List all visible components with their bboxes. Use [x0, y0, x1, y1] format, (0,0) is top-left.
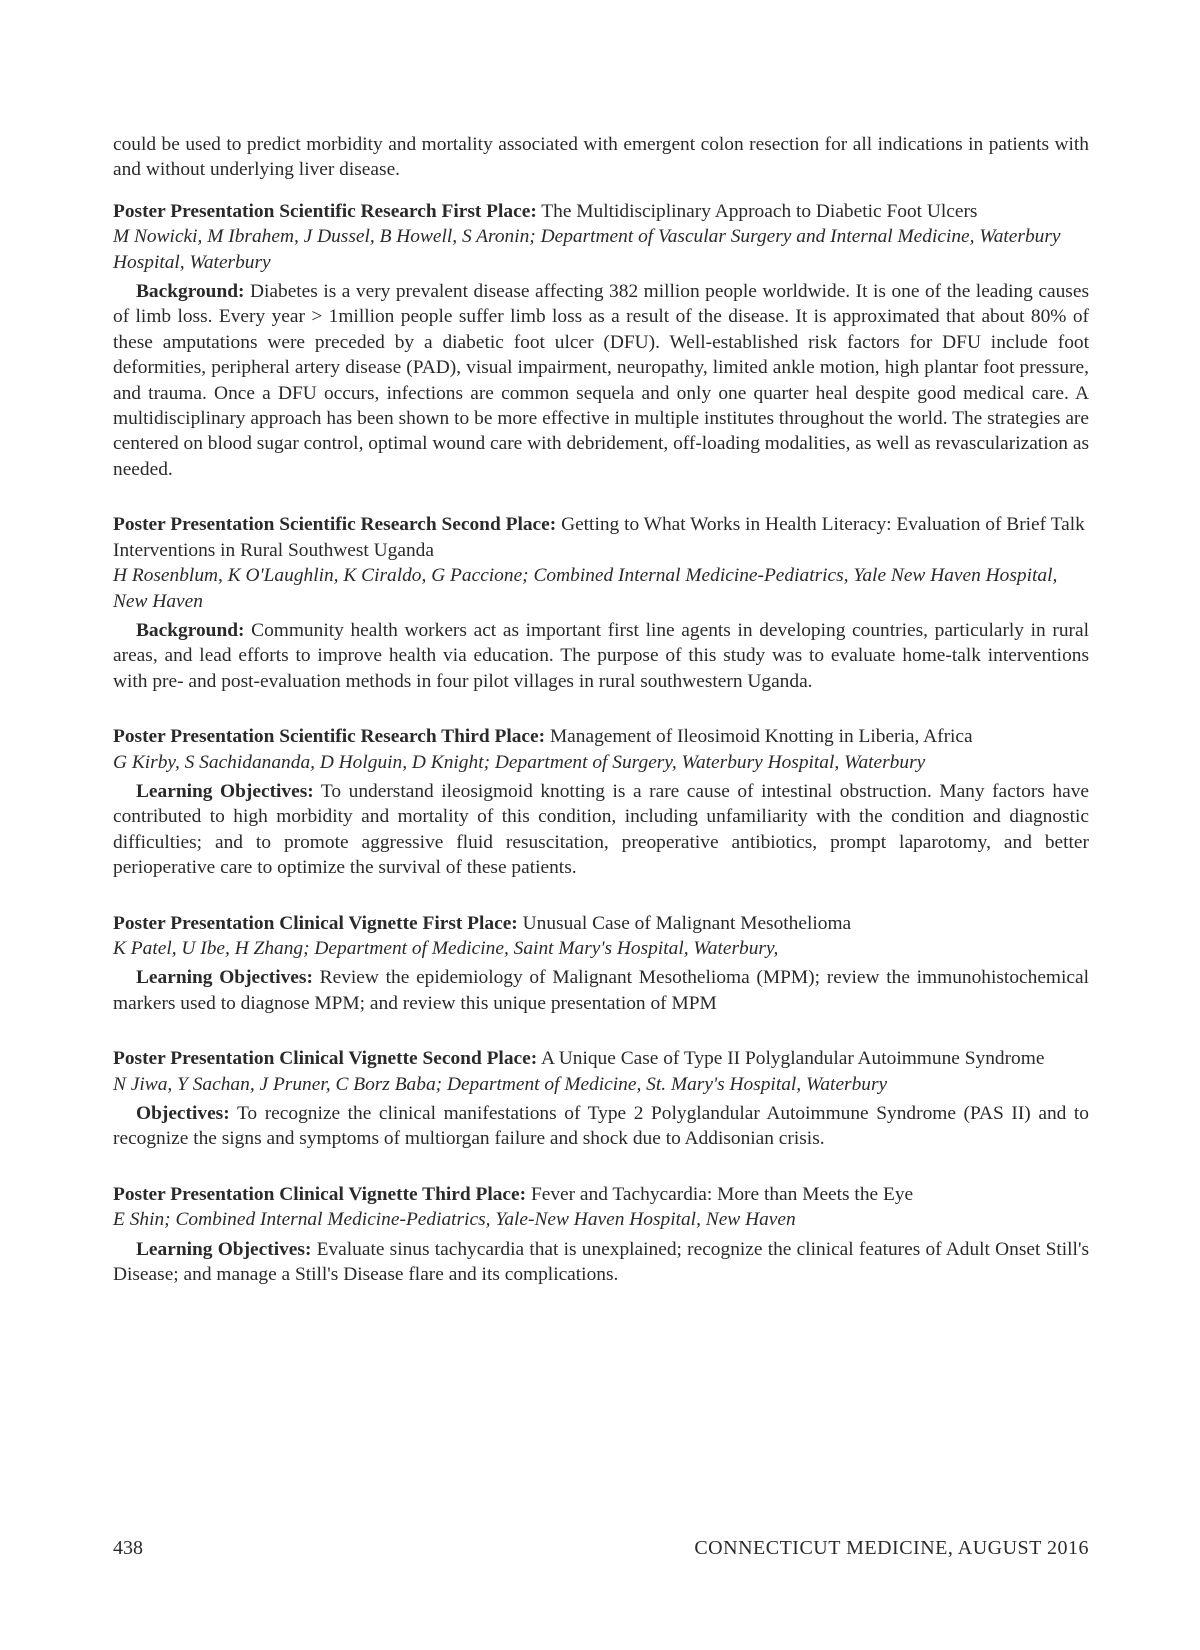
entry-title-line	[113, 512, 1089, 563]
authors-affiliation: H Rosenblum, K O'Laughlin, K Ciraldo, G Paccione; Combined Internal Medicine-Pediatrics, Yale New Haven Hospital, New Haven	[113, 565, 1058, 612]
entry-title-line	[113, 1046, 1089, 1071]
abstract-text: To recognize the clinical manifestations of Type 2 Polyglandular Autoimmune Syndrome (PAS II) and to recognize the signs and symptoms of multiorgan failure and shock due to Addisonian crisis.	[113, 1103, 1089, 1150]
poster-title: The Multidisciplinary Approach to Diabetic Foot Ulcers	[541, 200, 978, 222]
authors-affiliation: M Nowicki, M Ibrahem, J Dussel, B Howell, S Aronin; Department of Vascular Surgery and Internal Medicine, Waterbury Hospital, Waterbury	[113, 226, 1061, 273]
abstract-paragraph	[113, 1101, 1089, 1152]
abstract-paragraph	[113, 1237, 1089, 1288]
poster-title: Unusual Case of Malignant Mesothelioma	[522, 912, 852, 934]
abstract-label: Learning Objectives:	[136, 1238, 312, 1260]
entry-title-line	[113, 911, 1089, 936]
award-label: Poster Presentation Clinical Vignette First Place:	[113, 912, 518, 934]
entry-clinical-third	[113, 1182, 1089, 1288]
entry-clinical-second	[113, 1046, 1089, 1152]
entry-clinical-first	[113, 911, 1089, 1017]
poster-title: A Unique Case of Type II Polyglandular Autoimmune Syndrome	[540, 1048, 1045, 1070]
entry-title-line	[113, 724, 1089, 749]
abstract-paragraph	[113, 618, 1089, 694]
authors-affiliation: K Patel, U Ibe, H Zhang; Department of Medicine, Saint Mary's Hospital, Waterbury,	[113, 937, 779, 959]
award-label: Poster Presentation Clinical Vignette Third Place:	[113, 1183, 527, 1205]
page-number: 438	[113, 1537, 143, 1559]
award-label: Poster Presentation Scientific Research Second Place:	[113, 514, 557, 536]
award-label: Poster Presentation Scientific Research Third Place:	[113, 726, 546, 748]
abstract-label: Background:	[136, 619, 245, 641]
article-body	[113, 132, 1089, 1311]
abstract-label: Learning Objectives:	[136, 967, 313, 989]
authors-affiliation: N Jiwa, Y Sachan, J Pruner, C Borz Baba; Department of Medicine, St. Mary's Hospital, Waterbury	[113, 1073, 888, 1095]
abstract-text: Diabetes is a very prevalent disease affecting 382 million people worldwide. It is one of the leading causes of limb loss. Every year > 1million people suffer limb loss as a result of the disease. It is approximated that about 80% of these amputations were preceded by a diabetic foot ulcer (DFU). Well-established risk factors for DFU include foot deformities, peripheral artery disease (PAD), visual impairment, neuropathy, limited ankle motion, high plantar foot pressure, and trauma. Once a DFU occurs, infections are common sequela and only one quarter heal despite good medical care. A multidisciplinary approach has been shown to be more effective in multiple institutes throughout the world. The strategies are centered on blood sugar control, optimal wound care with debridement, off-loading modalities, as well as revascularization as needed.	[113, 281, 1089, 480]
abstract-label: Learning Objectives:	[136, 780, 314, 802]
abstract-paragraph	[113, 779, 1089, 881]
poster-title: Management of Ileosimoid Knotting in Liberia, Africa	[549, 726, 973, 748]
abstract-text: Evaluate sinus tachycardia that is unexplained; recognize the clinical features of Adult Onset Still's Disease; and manage a Still's Disease flare and its complications.	[113, 1238, 1089, 1286]
abstract-text: To understand ileosigmoid knotting is a rare cause of intestinal obstruction. Many factors have contributed to high morbidity and mortality of this condition, including unfamiliarity with the condition and diagnostic difficulties; and to promote aggressive fluid resuscitation, preoperative antibiotics, prompt laparotomy, and better perioperative care to optimize the survival of these patients.	[113, 780, 1089, 879]
entry-scientific-second	[113, 512, 1089, 694]
entry-title-line	[113, 199, 1089, 224]
entry-scientific-third	[113, 724, 1089, 880]
poster-title: Getting to What Works in Health Literacy: Evaluation of Brief Talk Interventions in Rural Southwest Uganda	[113, 514, 1085, 561]
intro-paragraph: could be used to predict morbidity and mortality associated with emergent colon resection for all indications in patients with and without underlying liver disease.	[113, 134, 1089, 181]
abstract-text: Review the epidemiology of Malignant Mesothelioma (MPM); review the immunohistochemical markers used to diagnose MPM; and review this unique presentation of MPM	[113, 967, 1089, 1014]
award-label: Poster Presentation Clinical Vignette Second Place:	[113, 1048, 538, 1070]
authors-affiliation: E Shin; Combined Internal Medicine-Pediatrics, Yale-New Haven Hospital, New Haven	[113, 1209, 796, 1231]
award-label: Poster Presentation Scientific Research First Place:	[113, 200, 537, 222]
abstract-label: Background:	[136, 281, 245, 303]
abstract-label: Objectives:	[136, 1103, 230, 1124]
entry-scientific-first	[113, 199, 1089, 482]
authors-affiliation: G Kirby, S Sachidananda, D Holguin, D Knight; Department of Surgery, Waterbury Hospital, Waterbury	[113, 751, 926, 773]
abstract-text: Community health workers act as important first line agents in developing countries, particularly in rural areas, and lead efforts to improve health via education. The purpose of this study was to evaluate home-talk interventions with pre- and post-evaluation methods in four pilot villages in rural southwestern Uganda.	[113, 619, 1089, 692]
poster-title: Fever and Tachycardia: More than Meets the Eye	[530, 1183, 914, 1205]
entry-title-line	[113, 1182, 1089, 1207]
abstract-paragraph	[113, 965, 1089, 1016]
journal-running-footer: CONNECTICUT MEDICINE, AUGUST 2016	[694, 1537, 1089, 1559]
abstract-paragraph	[113, 279, 1089, 482]
